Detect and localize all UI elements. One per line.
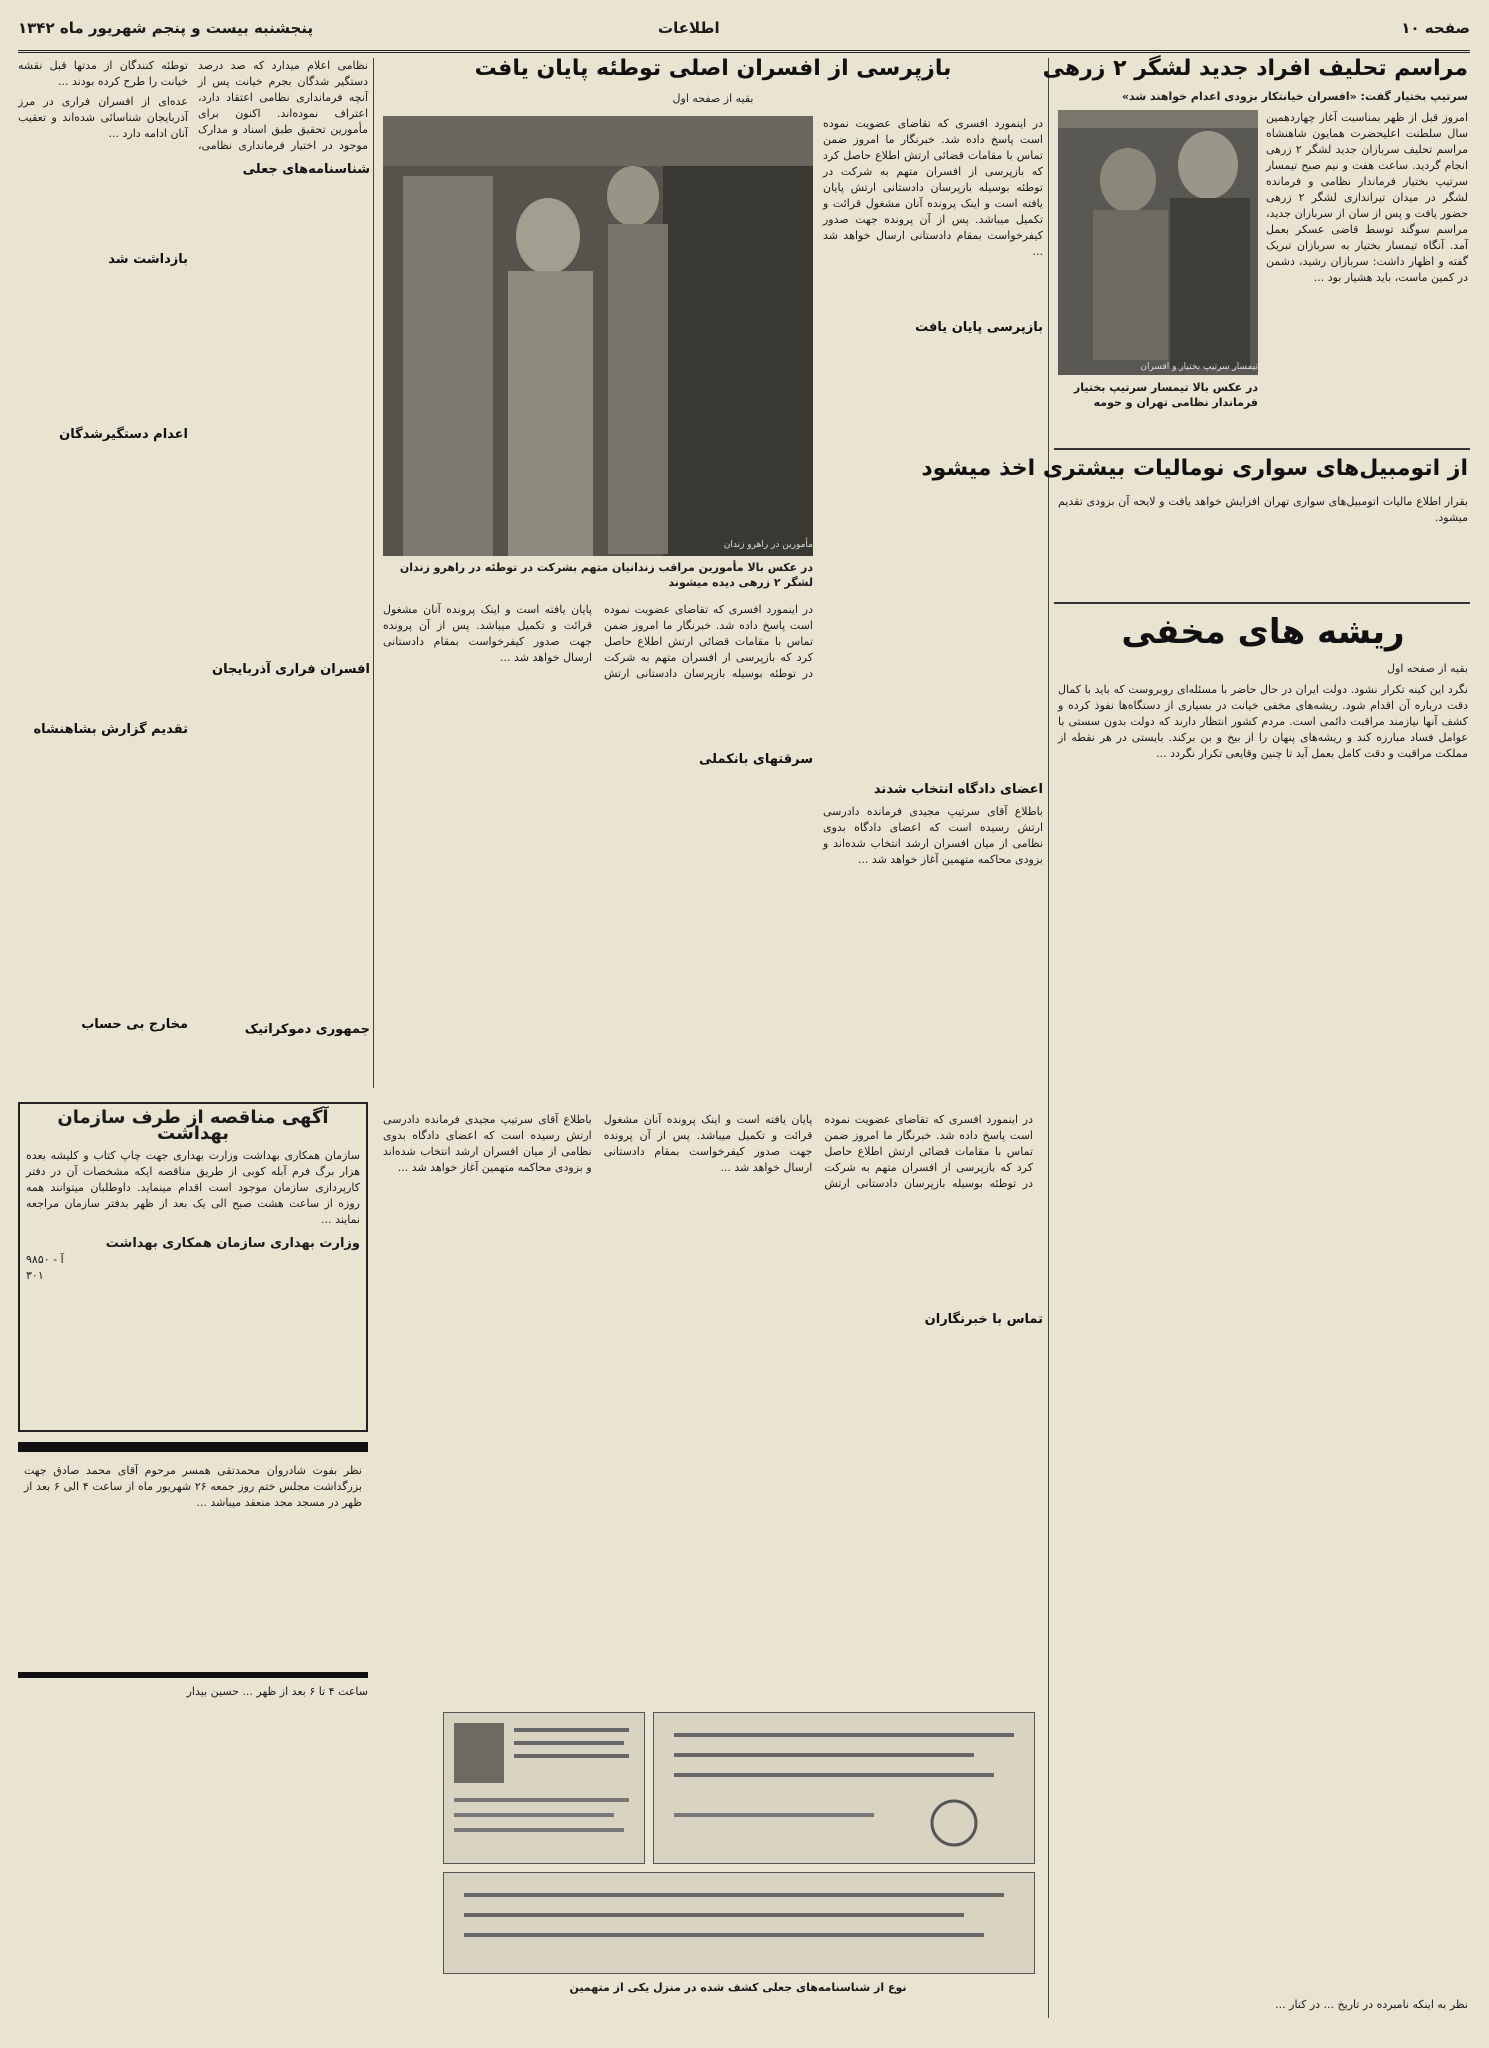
photo-illustration (383, 116, 813, 556)
separator-band (18, 1442, 368, 1452)
forged-id-document-1 (443, 1712, 645, 1864)
subhead-report-to-shah: تقدیم گزارش بشاهنشاه (33, 722, 188, 737)
newspaper-page (18, 12, 1470, 2034)
subhead-contacts: تماس با خبرنگاران (924, 1312, 1043, 1327)
subhead-forged-ids: شناسنامه‌های جعلی (242, 162, 370, 177)
headline-interrogation: بازپرسی از افسران اصلی توطئه پایان یافت (474, 56, 952, 81)
article-mid-bottom (383, 1112, 1033, 1702)
footer-right-text (1058, 1997, 1468, 2027)
subhead-interrogation-ended: بازپرسی پایان یافت (823, 320, 1043, 338)
ad-body: سازمان همکاری بهداشت وزارت بهداری جهت چاپ کتاب و کلیشه بعده هزار برگ فرم آبله کوبی از طریق مناقصه ایکه مشخصات آن در دفتر کارپردازی سازمان موجود است اقدام مینماید. داوطلبان میتوانند همه روزه از ساعت هشت صبح الی یک بعد از ظهر بدفتر سازمان مراجعه نمایند ... (26, 1149, 360, 1226)
footer-left-text (18, 1684, 368, 1764)
subhead-court-members: اعضای دادگاه انتخاب شدند (873, 782, 1043, 797)
condolence-notice (18, 1457, 368, 1667)
document-illustration (444, 1713, 644, 1863)
photo-alt-mid: مأمورین در راهرو زندان (723, 540, 813, 550)
subhead-expenses: مخارج بی حساب (81, 1017, 188, 1032)
headline-cars: از اتومبیل‌های سواری نومالیات بیشتری اخذ میشود (921, 456, 1468, 481)
article-cars-text (1058, 494, 1468, 594)
headline-right: مراسم تحلیف افراد جدید لشگر ۲ زرهی (1042, 56, 1468, 81)
article-mid-lower-body: در اینمورد افسری که تقاضای عضویت نموده است پاسخ داده شد. خبرنگار ما امروز ضمن تماس با مقامات قضائی ارتش اطلاع حاصل کرد که بازپرسی از افسران متهم به شرکت در توطئه بوسیله بازپرسان دادستانی ارتش پایان یافته است و اینک پرونده آنان مشغول قرائت و تکمیل میباشد. پس از آن پرونده جهت صدور کیفرخواست بمقام دادستانی ارسال خواهد شد ... (383, 603, 813, 680)
paper-name: اطلاعات (658, 19, 720, 37)
article-cars-body: بقرار اطلاع مالیات اتومبیل‌های سواری تهران افزایش خواهد یافت و لایحه آن بزودی تقدیم میشود. (1058, 495, 1468, 524)
date-line: پنجشنبه بیست و پنجم شهریور ماه ۱۳۴۲ (18, 19, 314, 37)
subhead-democratic-republic: جمهوری دموکراتیک (244, 1022, 370, 1037)
photo-caption-right: در عکس بالا تیمسار سرتیپ بختیار فرماندار نظامی تهران و حومه (1073, 381, 1258, 409)
photo-illustration (1058, 110, 1258, 375)
photo-alt-right: تیمسار سرتیپ بختیار و افسران (1140, 362, 1258, 372)
article-left-body: نظامی اعلام میدارد که صد درصد دستگیر شدگان بجرم خیانت پس از آنچه فرمانداری نظامی اعتقاد دارد، اعتراف نموده‌اند. اکنون برای مأمورین تحقیق طبق اسناد و مدارک موجود در اختیار فرمانداری نظامی، توطئه کنندگان از مدتها قبل نقشه خیانت را طرح کرده بودند ... (18, 59, 368, 152)
footer-left-body: ساعت ۴ تا ۶ بعد از ظهر ... حسین بیدار (186, 1685, 368, 1698)
article-right-text (1266, 110, 1468, 380)
article-mid-body: در اینمورد افسری که تقاضای عضویت نموده است پاسخ داده شد. خبرنگار ما امروز ضمن تماس با مقامات قضائی ارتش اطلاع حاصل کرد که بازپرسی از افسران متهم به شرکت در توطئه بوسیله بازپرسان دادستانی ارتش پایان یافته است و اینک پرونده آنان مشغول قرائت و تکمیل میباشد. پس از آن پرونده جهت صدور کیفرخواست بمقام دادستانی ارسال خواهد شد ... (823, 117, 1043, 258)
forged-id-document-3 (443, 1872, 1035, 1974)
masthead-bar (18, 12, 1470, 53)
section-rule (1054, 602, 1470, 604)
subhead-bank-thefts: سرقتهای بانکملی (699, 752, 813, 767)
photo-caption-mid: در عکس بالا مأمورین مراقب زندانیان متهم بشرکت در توطئه در راهرو زندان لشگر ۲ زرهی دیده میشوند (399, 561, 813, 589)
section-rule (1054, 448, 1470, 450)
tender-advertisement (18, 1102, 368, 1432)
ad-signature: وزارت بهداری سازمان همکاری بهداشت (105, 1236, 360, 1251)
continued-note-mid: بقیه از صفحه اول (672, 92, 754, 105)
documents-caption: نوع از شناسنامه‌های جعلی کشف شده در منزل یکی از متهمین (569, 1981, 907, 1994)
document-illustration (444, 1873, 1034, 1973)
subhead-azerbaijan: افسران فراری آذربایجان (212, 662, 370, 677)
notice-body: نظر بفوت شادروان محمدتقی همسر مرحوم آقای محمد صادق جهت بزرگداشت مجلس ختم روز جمعه ۲۶ شهریور ماه از ساعت ۴ الی ۶ بعد از ظهر در مسجد مجد منعقد میباشد ... (24, 1464, 362, 1509)
article-roots-body: نگرد این کینه تکرار نشود. دولت ایران در حال حاضر با مسئله‌ای روبروست که باید با کمال دقت درباره آن اقدام شود. ریشه‌های مخفی خیانت در بسیاری از دستگاه‌ها نفوذ کرده و کشف آنها نیازمند مراقبت دائمی است. مردم کشور انتظار دارند که دولت بدون سستی با عوامل فساد مبارزه کند و ریشه‌های پنهان را از بیخ و بن برکند. بایستی در هر نقطه از مملکت مراقبت و دقت کامل بعمل آید تا چنین وقایعی تکرار نگردد ... (1058, 683, 1468, 760)
article-court-body: باطلاع آقای سرتیپ مجیدی فرمانده دادرسی ارتش رسیده است که اعضای دادگاه بدوی نظامی از میان افسران ارشد انتخاب شده‌اند و بزودی محاکمه متهمین آغاز خواهد شد ... (823, 805, 1043, 866)
article-mid-bottom-body-b: باطلاع آقای سرتیپ مجیدی فرمانده دادرسی ارتش رسیده است که اعضای دادگاه بدوی نظامی از میان افسران ارشد انتخاب شده‌اند و بزودی محاکمه متهمین آغاز خواهد شد ... (383, 1113, 592, 1174)
subhead-executions: اعدام دستگیرشدگان (59, 427, 188, 442)
article-left-text (18, 58, 368, 1098)
footer-right-body: نظر به اینکه نامبرده در تاریخ ... در کنار ... (1275, 1998, 1468, 2011)
column-rule (1048, 58, 1049, 2018)
bakhtiar-photo (1058, 110, 1258, 375)
article-right-body: امروز قبل از ظهر بمناسبت آغاز چهاردهمین سال سلطنت اعلیحضرت همایون شاهنشاه مراسم تحلیف سربازان جدید لشگر ۲ زرهی انجام گردید. ساعت هفت و نیم صبح تیمسار سرتیپ بختیار فرماندار نظامی و فرمانده لشگر در میدان تیراندازی لشگر ۲ زرهی حضور یافت و پس از سان از سربازان جدید، مراسم سوگند توسط قاضی عسکر بعمل آمد. آنگاه تیمسار بختیار به سربازان تبریک گفته و اظهار داشت: سربازان رشید، دشمن در کمین ماست، باید هشیار بود ... (1266, 111, 1469, 284)
article-mid-bottom-body: در اینمورد افسری که تقاضای عضویت نموده است پاسخ داده شد. خبرنگار ما امروز ضمن تماس با مقامات قضائی ارتش اطلاع حاصل کرد که بازپرسی از افسران متهم به شرکت در توطئه بوسیله بازپرسان دادستانی ارتش پایان یافته است و اینک پرونده آنان مشغول قرائت و تکمیل میباشد. پس از آن پرونده جهت صدور کیفرخواست بمقام دادستانی ارسال خواهد شد ... (603, 1113, 1033, 1190)
subhead-right: سرتیپ بختیار گفت: «افسران خیانتکار بزودی اعدام خواهند شد» (1121, 90, 1468, 103)
continued-note: بقیه از صفحه اول (1387, 662, 1468, 675)
ad-code-2: ۳۰۱ (26, 1269, 44, 1282)
ad-code: آ - ۹۸۵۰ (26, 1253, 64, 1266)
document-illustration (654, 1713, 1034, 1863)
article-roots-text (1058, 682, 1468, 2042)
article-mid-lower (383, 602, 813, 1102)
prison-photo (383, 116, 813, 556)
headline-hidden-roots: ریشه های مخفی (1121, 612, 1405, 652)
column-rule (373, 58, 374, 1088)
article-mid-text (823, 116, 1043, 586)
ad-title: آگهی مناقصه از طرف سازمان بهداشت (57, 1107, 329, 1144)
page-number: صفحه ۱۰ (1401, 19, 1470, 37)
separator-band (18, 1672, 368, 1678)
forged-id-document-2 (653, 1712, 1035, 1864)
subhead-arrested: بازداشت شد (108, 252, 188, 267)
article-left-body-b: عده‌ای از افسران فراری در مرز آذربایجان شناسائی شده‌اند و تعقیب آنان ادامه دارد ... (18, 95, 188, 140)
